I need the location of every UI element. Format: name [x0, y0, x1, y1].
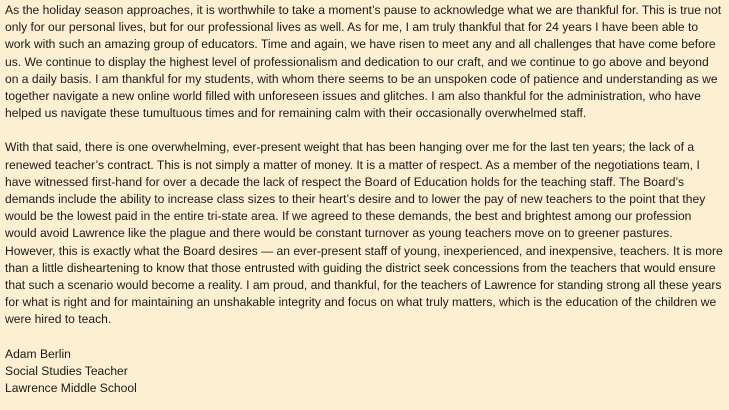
signature-block — [5, 346, 724, 398]
paragraph-spacer — [5, 122, 724, 139]
signature-spacer — [5, 329, 724, 346]
signature-name: Adam Berlin — [5, 346, 71, 361]
paragraph-contract: With that said, there is one overwhelming, ever-present weight that has been hanging over me for the last ten years; the lack of a renewed teacher’s contract. This is not simply a matter of money. It is a matter of respect. As a member of the negotiations team, I have witnessed first-hand for over a decade the lack of respect the Board of Education holds for the teaching staff. The Board’s demands include the ability to increase class sizes to their heart’s desire and to lower the pay of new teachers to the point that they would be the lowest paid in the entire tri-state area. If we agreed to these demands, the best and brightest among our profession would avoid Lawrence like the plague and there would be constant turnover as young teachers move on to greener pastures. However, this is exactly what the Board desires — an ever-present staff of young, inexperienced, and inexpensive, teachers. It is more than a little disheartening to know that those entrusted with guiding the district seek concessions from the teachers that would ensure that such a scenario would become a reality. I am proud, and thankful, for the teachers of Lawrence for standing strong all these years for what is right and for maintaining an unshakable integrity and focus on what truly matters, which is the education of the children we were hired to teach. — [5, 140, 723, 327]
paragraph-thankful: As the holiday season approaches, it is worthwhile to take a moment’s pause to acknowledge what we are thankful for. This is true not only for our personal lives, but for our professional lives as well. As for me, I am truly thankful that for 24 years I have been able to work with such an amazing group of educators. Time and again, we have risen to meet any and all challenges that have come before us. We continue to display the highest level of professionalism and dedication to our craft, and we continue to go above and beyond on a daily basis. I am thankful for my students, with whom there seems to be an unspoken code of patience and understanding as we together navigate a new online world filled with unforeseen issues and glitches. I am also thankful for the administration, who have helped us navigate these tumultuous times and for remaining calm with their occasionally overwhelmed staff. — [5, 3, 722, 121]
signature-school: Lawrence Middle School — [5, 381, 137, 396]
signature-title: Social Studies Teacher — [5, 363, 128, 378]
